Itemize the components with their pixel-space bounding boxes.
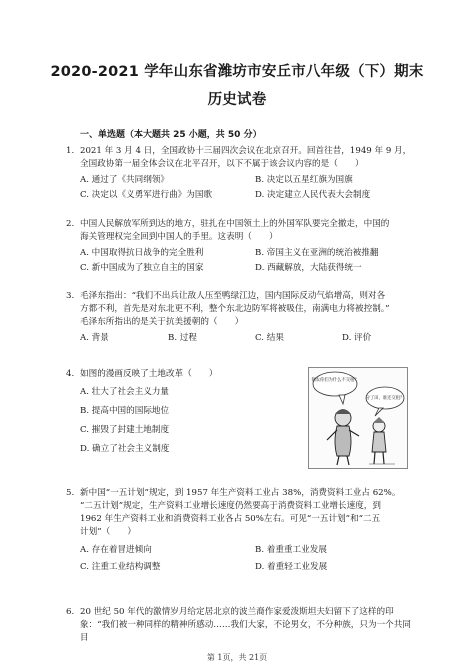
question-number: 6. — [66, 607, 75, 617]
option-b[interactable]: B. 提高中国的国际地位 — [80, 406, 170, 416]
question-text-line: 中国人民解放军所到达的地方，驻扎在中国领土上的外国军队要完全撤走，中国的 — [80, 219, 390, 229]
question-text-line: 2021 年 3 月 4 日，全国政协十三届四次会议在北京召开。回首往昔，1949 年 9 月， — [80, 146, 412, 156]
cartoon-bubble-1: 佃农你们为什么不交租？ — [311, 378, 359, 383]
question-text-line: 毛泽东指出：“我们不出兵让敌人压至鸭绿江边，国内国际反动气焰增高，则对各 — [80, 291, 386, 301]
cartoon-bubble-2: 分了田，谁还交租？ — [365, 396, 405, 401]
land-reform-cartoon — [308, 367, 408, 469]
question-number: 4. — [66, 369, 75, 379]
option-c[interactable]: C. 结果 — [255, 333, 284, 343]
question-6 — [66, 606, 412, 645]
option-a[interactable]: A. 壮大了社会主义力量 — [80, 387, 170, 397]
option-d[interactable]: D. 西藏解放，大陆获得统一 — [255, 263, 362, 273]
cartoon-illustration — [309, 368, 407, 468]
question-text-line: 海关管理权完全回到中国人的手里。这表明（ ） — [80, 232, 278, 242]
option-b[interactable]: B. 过程 — [168, 333, 197, 343]
question-text-line: 20 世纪 50 年代的激情岁月给定居北京的波兰裔作家爱泼斯坦夫妇留下了这样的印 — [80, 607, 394, 617]
question-text-line: 新中国“一五计划”规定，到 1957 年生产资料工业占 38%，消费资料工业占 62%。 — [80, 488, 401, 498]
option-a[interactable]: A. 通过了《共同纲领》 — [80, 175, 170, 185]
question-text-line: 1962 年生产资料工业和消费资料工业各占 50%左右。可见“一五计划”和“二五 — [80, 514, 381, 524]
question-number: 1. — [66, 146, 75, 156]
question-text-line: 毛泽东所指出的是关于抗美援朝的（ ） — [80, 317, 244, 327]
page-footer: 第 1页，共 21页 — [206, 653, 268, 662]
option-a[interactable]: A. 背景 — [80, 333, 109, 343]
option-d[interactable]: D. 着重轻工业发展 — [255, 562, 328, 572]
option-b[interactable]: B. 着重重工业发展 — [255, 545, 327, 555]
question-5 — [66, 487, 412, 577]
option-b[interactable]: B. 帝国主义在亚洲的统治被推翻 — [255, 248, 379, 258]
option-b[interactable]: B. 决定以五星红旗为国旗 — [255, 175, 353, 185]
option-a[interactable]: A. 存在着冒进倾向 — [80, 545, 152, 555]
question-text-line: 方都不利，首先是对东北更不利，整个东北边防军将被吸住，南满电力将被控制。” — [80, 304, 390, 314]
question-text-line: 象：“我们被一种同样的精神所感动……我们大家，不论男女，不分种族，只为一个共同目 — [80, 620, 411, 643]
option-d[interactable]: D. 确立了社会主义制度 — [80, 444, 170, 454]
exam-title-line1: 2020-2021 学年山东省潍坊市安丘市八年级（下）期末 — [50, 64, 424, 80]
option-d[interactable]: D. 决定建立人民代表大会制度 — [255, 190, 371, 200]
option-c[interactable]: C. 摧毁了封建土地制度 — [80, 425, 170, 435]
question-text-line: 全国政协第一届全体会议在北平召开，以下不属于该会议内容的是（ ） — [80, 159, 364, 169]
exam-title-line2: 历史试卷 — [207, 92, 267, 108]
question-text-line: 计划”（ ） — [80, 527, 136, 537]
question-1 — [66, 145, 412, 203]
section-heading: 一、单选题（本大题共 25 小题，共 50 分） — [80, 130, 262, 140]
question-number: 3. — [66, 291, 75, 301]
question-number: 5. — [66, 488, 75, 498]
option-c[interactable]: C. 决定以《义勇军进行曲》为国歌 — [80, 190, 213, 200]
question-3 — [66, 290, 412, 346]
question-2 — [66, 218, 412, 276]
option-c[interactable]: C. 新中国成为了独立自主的国家 — [80, 263, 204, 273]
question-number: 2. — [66, 219, 75, 229]
option-c[interactable]: C. 注重工业结构调整 — [80, 562, 161, 572]
option-a[interactable]: A. 中国取得抗日战争的完全胜利 — [80, 248, 204, 258]
question-text-line: 如图的漫画反映了土地改革（ ） — [80, 369, 218, 379]
option-d[interactable]: D. 评价 — [342, 333, 372, 343]
question-text-line: “二五计划”规定，生产资料工业增长速度仍然要高于消费资料工业增长速度，到 — [80, 501, 381, 511]
question-4 — [66, 368, 302, 459]
